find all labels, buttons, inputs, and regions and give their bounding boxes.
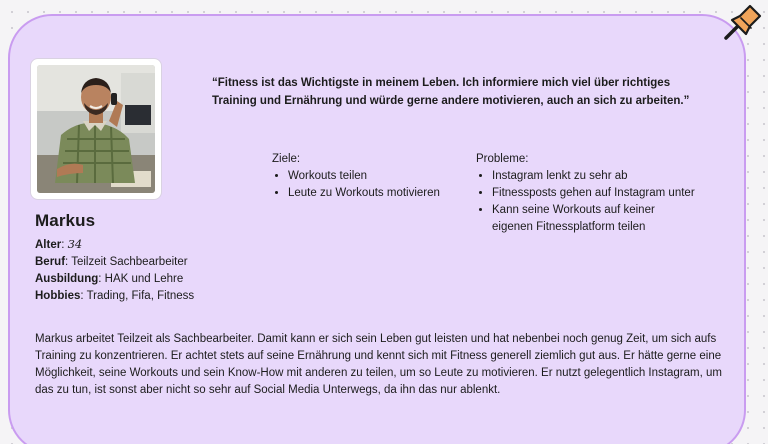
goals-section bbox=[272, 151, 462, 202]
persona-description: Markus arbeitet Teilzeit als Sachbearbeiter. Damit kann er sich sein Leben gut leisten und hat nebenbei noch genug Zeit, um sich aufs Training zu konzentrieren. Er achtet stets auf seine Ernährung und kennt sich mit Fitness generell ziemlich gut aus. Er hätte gerne eine Möglichkeit, seine Workouts und sein Know-How mit anderen zu teilen, um so Leute zu motivieren. Er nutzt gelegentlich Instagram, um das zu tun, ist sonst aber nicht so sehr auf Social Media Unterwegs, da ihn das nur ablenkt. bbox=[35, 333, 722, 396]
goals-list bbox=[272, 168, 462, 202]
persona-quote: “Fitness ist das Wichtigste in meinem Leben. Ich informiere mich viel über richtiges Training und Ernährung und würde gerne andere motivieren, auch an sich zu arbeiten.” bbox=[212, 77, 690, 107]
persona-facts bbox=[35, 236, 194, 305]
goals-title: Ziele: bbox=[272, 153, 301, 165]
problem-item: • Instagram lenkt zu sehr ab bbox=[492, 168, 696, 185]
pushpin-icon[interactable] bbox=[718, 0, 766, 44]
goal-item: • Workouts teilen bbox=[288, 168, 462, 185]
problem-item: • Kann seine Workouts auf keiner eigenen Fitnessplatform teilen bbox=[492, 202, 696, 236]
problems-list bbox=[476, 168, 696, 236]
fact-education: Ausbildung: HAK und Lehre bbox=[35, 273, 184, 285]
persona-name: Markus bbox=[35, 211, 96, 230]
fact-job: Beruf: Teilzeit Sachbearbeiter bbox=[35, 256, 188, 268]
problem-item: • Fitnessposts gehen auf Instagram unter bbox=[492, 185, 696, 202]
fact-age: Alter: 34 bbox=[35, 237, 83, 251]
profile-photo-frame bbox=[30, 58, 162, 200]
problems-title: Probleme: bbox=[476, 153, 529, 165]
problems-section bbox=[476, 151, 696, 236]
goal-item: • Leute zu Workouts motivieren bbox=[288, 185, 462, 202]
person-photo bbox=[37, 65, 155, 193]
fact-hobbies: Hobbies: Trading, Fifa, Fitness bbox=[35, 290, 195, 302]
